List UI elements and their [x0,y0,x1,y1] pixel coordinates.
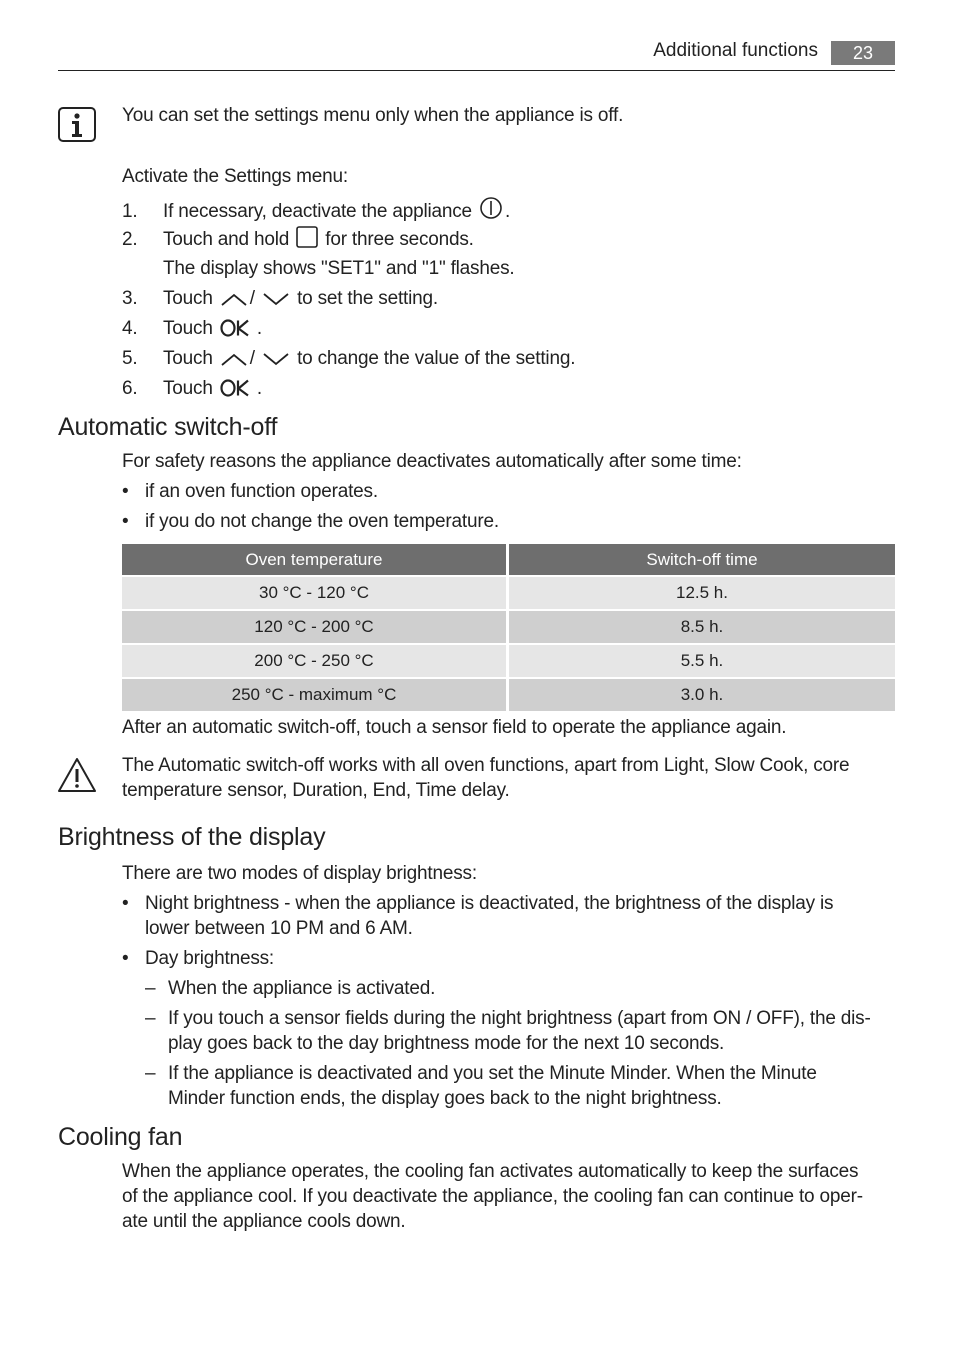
table-cell: 200 °C - 250 °C [122,645,509,679]
bullet-item [122,481,378,503]
table-cell: 8.5 h. [509,611,895,645]
step-text: If necessary, deactivate the appliance [163,201,472,222]
bullet-dot: • [122,511,129,532]
table-row [122,645,895,679]
step-text-post: for three seconds. [325,229,474,250]
section-title-brightness: Brightness of the display [58,823,326,851]
table-row [122,611,895,645]
step-1 [122,196,510,223]
bullet-dot: • [122,481,129,502]
square-icon [296,226,318,248]
settings-intro: Activate the Settings menu: [122,166,348,187]
table-cell: 30 °C - 120 °C [122,577,509,611]
step-3: 3. Touch / to set the setting. [122,288,438,309]
table-row [122,679,895,713]
ok-icon [220,319,250,337]
bullet-text: if an oven function operates. [145,481,378,502]
down-arrow-icon [262,351,290,367]
up-arrow-icon [220,351,248,367]
section-title-cooling: Cooling fan [58,1123,183,1151]
step-number: 3. [122,288,138,309]
step-text: Touch [163,288,213,309]
table-cell: 5.5 h. [509,645,895,679]
dash-text: If the appliance is deactivated and you set the Minute Minder. When the Minute [168,1063,817,1084]
table-cell: 250 °C - maximum °C [122,679,509,713]
step-number: 4. [122,318,138,339]
warning-text-line: temperature sensor, Duration, End, Time delay. [122,780,510,801]
bullet-dot: • [122,893,129,914]
section-header: Additional functions [653,40,818,61]
cooling-text-line: When the appliance operates, the cooling fan activates automatically to keep the surfaces [122,1161,859,1182]
step-text: Touch and hold [163,229,290,250]
table-row [122,577,895,611]
info-note-text: You can set the settings menu only when the appliance is off. [122,105,624,126]
header-rule [58,70,895,71]
info-icon [58,107,96,142]
step-text-post: to set the setting. [297,288,438,309]
auto-off-intro: For safety reasons the appliance deactivates automatically after some time: [122,451,742,472]
step-text-post: . [505,201,511,222]
warning-text-line: The Automatic switch-off works with all oven functions, apart from Light, Slow Cook, core [122,755,850,776]
table-cell: 120 °C - 200 °C [122,611,509,645]
page-number: 23 [831,41,895,65]
power-icon [479,196,503,220]
cooling-text-line: ate until the appliance cools down. [122,1211,406,1232]
ok-icon [220,379,250,397]
dash-text-continued: Minder function ends, the display goes back to the night brightness. [168,1088,722,1109]
dash-mark: – [145,978,156,999]
dash-item [145,1008,871,1030]
bullet-dot: • [122,948,129,969]
column-header: Switch-off time [509,544,895,577]
bullet-item [122,948,274,970]
step-number: 2. [122,229,138,250]
switch-off-table [122,544,895,713]
table-cell: 12.5 h. [509,577,895,611]
step-5: 5. Touch / to change the value of the setting. [122,348,576,369]
step-text-post: . [256,318,262,339]
warning-icon [57,757,97,793]
up-arrow-icon [220,291,248,307]
step-number: 1. [122,201,138,222]
bullet-text-continued: lower between 10 PM and 6 AM. [145,918,413,939]
dash-text: If you touch a sensor fields during the night brightness (apart from ON / OFF), the dis- [168,1008,871,1029]
dash-item [145,1063,817,1085]
dash-text-continued: play goes back to the day brightness mode for the next 10 seconds. [168,1033,725,1054]
step-number: 6. [122,378,138,399]
dash-mark: – [145,1063,156,1084]
step-number: 5. [122,348,138,369]
bullet-text: Night brightness - when the appliance is deactivated, the brightness of the display is [145,893,834,914]
down-arrow-icon [262,291,290,307]
column-header: Oven temperature [122,544,509,577]
step-2 [122,226,474,251]
step-2-sub: The display shows "SET1" and "1" flashes. [163,258,515,279]
step-text: Touch [163,378,213,399]
bullet-item [122,511,499,533]
bullet-item [122,893,833,915]
dash-mark: – [145,1008,156,1029]
cooling-text-line: of the appliance cool. If you deactivate the appliance, the cooling fan can continue to oper- [122,1186,863,1207]
dash-text: When the appliance is activated. [168,978,436,999]
brightness-intro: There are two modes of display brightness: [122,863,477,884]
section-title-auto-off: Automatic switch-off [58,413,278,441]
step-text: Touch [163,348,213,369]
table-cell: 3.0 h. [509,679,895,713]
auto-off-after: After an automatic switch-off, touch a sensor field to operate the appliance again. [122,717,787,738]
step-text-post: to change the value of the setting. [297,348,576,369]
step-4 [122,318,262,340]
table-header-row [122,544,895,577]
dash-item [145,978,435,1000]
step-text: Touch [163,318,213,339]
bullet-text: if you do not change the oven temperature. [145,511,499,532]
step-text-post: . [256,378,262,399]
step-6 [122,378,262,400]
bullet-text: Day brightness: [145,948,275,969]
